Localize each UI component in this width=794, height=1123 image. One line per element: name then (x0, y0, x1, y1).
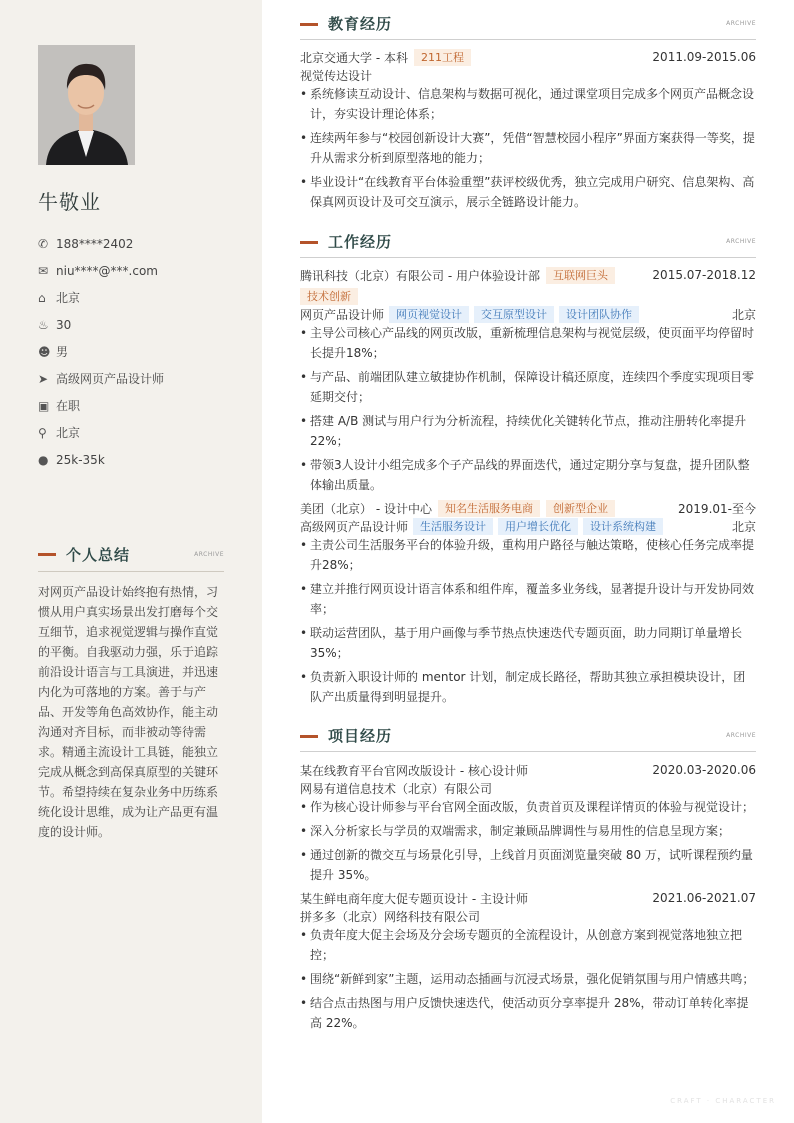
bullet-item: • 作为核心设计师参与平台官网全面改版，负责首页及课程详情页的体验与视觉设计； (300, 797, 756, 817)
job-role-row (300, 517, 756, 535)
project-bullets (300, 925, 756, 1037)
bullet-item: • 搭建 A/B 测试与用户行为分析流程，持续优化关键转化节点，推动注册转化率提升 22%； (300, 411, 756, 451)
project-entry (300, 889, 756, 907)
bullet-item: • 系统修读互动设计、信息架构与数据可视化，通过课堂项目完成多个网页产品概念设计，夯实设计理论体系； (300, 84, 756, 124)
info-job-status (38, 392, 238, 419)
bullet-item: • 负责年度大促主会场及分会场专题页的全流程设计，从创意方案到视觉落地独立把控； (300, 925, 756, 965)
profile-photo (38, 45, 135, 165)
summary-text: 对网页产品设计始终抱有热情，习惯从用户真实场景出发打磨每个交互细节，追求视觉逻辑与操作直觉的平衡。自我驱动力强，乐于追踪前沿设计语言与工具演进，并迅速内化为可落地的方案。善于与产品、开发等角色高效协作，能主动沟通对齐目标，而非被动等待需求。精通主流设计工具链，能独立完成从概念到高保真原型的关键环节。希望持续在复杂业务中历练系统化设计思维，成为让产品更有温度的设计师。 (38, 585, 219, 839)
section-accent-bar (300, 241, 318, 244)
info-target-city (38, 419, 238, 446)
footer-watermark: CRAFT · CHARACTER (670, 1097, 776, 1105)
job-entry (300, 266, 756, 284)
info-text: 在职 (56, 399, 81, 413)
bullet-item: • 建立并推行网页设计语言体系和组件库，覆盖多业务线，显著提升设计与开发协同效率； (300, 579, 756, 619)
bullet-item: • 连续两年参与“校园创新设计大赛”，凭借“智慧校园小程序”界面方案获得一等奖，提升从需求分析到原型落地的能力； (300, 128, 756, 168)
info-text: 高级网页产品设计师 (56, 372, 165, 386)
project-name: 某在线教育平台官网改版设计 - 核心设计师 (300, 763, 528, 778)
section-tag: ARCHIVE (726, 20, 756, 27)
job-bullets (300, 323, 756, 499)
project-company: 网易有道信息技术（北京）有限公司 (300, 781, 493, 796)
section-tag: ARCHIVE (194, 551, 224, 558)
project-name: 某生鲜电商年度大促专题页设计 - 主设计师 (300, 891, 528, 906)
skill-tag: 交互原型设计 (474, 306, 554, 323)
section-accent-bar (38, 553, 56, 556)
education-major: 视觉传达设计 (300, 68, 373, 83)
info-target-job (38, 365, 238, 392)
profile-name: 牛敬业 (38, 190, 101, 214)
job-city: 北京 (731, 307, 756, 322)
info-email (38, 257, 238, 284)
skill-tag: 设计系统构建 (583, 518, 663, 535)
info-gender (38, 338, 238, 365)
summary-section-header (38, 544, 224, 572)
section-accent-bar (300, 23, 318, 26)
bullet-item: • 联动运营团队，基于用户画像与季节热点快速迭代专题页面，助力同期订单量增长 35%； (300, 623, 756, 663)
info-phone (38, 230, 238, 257)
info-text: niu****@***.com (56, 263, 158, 278)
section-accent-bar (300, 735, 318, 738)
job-period: 2019.01-至今 (678, 501, 756, 516)
info-text: 北京 (56, 426, 81, 440)
cake-icon: ♨ (38, 317, 49, 332)
info-age (38, 311, 238, 338)
education-entry (300, 48, 756, 66)
job-role: 网页产品设计师 (300, 307, 385, 322)
job-period: 2015.07-2018.12 (652, 268, 756, 282)
job-city: 北京 (731, 519, 756, 534)
education-section-header (300, 12, 756, 40)
work-section-header (300, 230, 756, 258)
bullet-item: • 主责公司生活服务平台的体验升级，重构用户路径与触达策略，使核心任务完成率提升28%； (300, 535, 756, 575)
info-text: 25k-35k (56, 452, 105, 467)
section-title: 教育经历 (328, 15, 393, 33)
contact-info-list (38, 230, 238, 473)
location-icon: ⚲ (38, 425, 47, 440)
bullet-item: • 与产品、前端团队建立敏捷协作机制，保障设计稿还原度，连续四个季度实现项目零延期交付； (300, 367, 756, 407)
bullet-item: • 毕业设计“在线教育平台体验重塑”获评校级优秀，独立完成用户研究、信息架构、高保真网页设计及可交互演示，展示全链路设计能力。 (300, 172, 756, 212)
projects-section-header (300, 724, 756, 752)
info-text: 188****2402 (56, 236, 134, 251)
skill-tag: 设计团队协作 (559, 306, 639, 323)
info-salary (38, 446, 238, 473)
job-badge-row (300, 287, 756, 305)
sidebar (0, 0, 262, 1123)
info-text: 北京 (56, 291, 81, 305)
section-tag: ARCHIVE (726, 238, 756, 245)
section-title: 工作经历 (328, 233, 393, 251)
bullet-item: • 结合点击热图与用户反馈快速迭代，使活动页分享率提升 28%，带动订单转化率提高 22%。 (300, 993, 756, 1033)
company-name: 美团（北京） - 设计中心 (300, 501, 432, 516)
section-tag: ARCHIVE (726, 732, 756, 739)
project-entry (300, 761, 756, 779)
company-name: 腾讯科技（北京）有限公司 - 用户体验设计部 (300, 268, 540, 283)
project-period: 2020.03-2020.06 (652, 763, 756, 777)
bullet-item: • 围绕“新鲜到家”主题，运用动态插画与沉浸式场景，强化促销氛围与用户情感共鸣； (300, 969, 756, 989)
bullet-item: • 通过创新的微交互与场景化引导，上线首月页面浏览量突破 80 万，试听课程预约量提升 35%。 (300, 845, 756, 885)
info-residence (38, 284, 238, 311)
mail-icon: ✉ (38, 263, 49, 278)
company-badge: 互联网巨头 (546, 267, 615, 284)
skill-tag: 用户增长优化 (498, 518, 578, 535)
education-period: 2011.09-2015.06 (652, 50, 756, 64)
section-title: 项目经历 (328, 727, 393, 745)
company-badge: 技术创新 (300, 288, 358, 305)
skill-tag: 生活服务设计 (413, 518, 493, 535)
salary-icon: ● (38, 452, 49, 467)
project-bullets (300, 797, 756, 889)
job-bullets (300, 535, 756, 711)
section-title: 个人总结 (66, 546, 131, 564)
home-icon: ⌂ (38, 290, 46, 305)
school-badge: 211工程 (414, 49, 471, 66)
bullet-item: • 带领3人设计小组完成多个子产品线的界面迭代，通过定期分享与复盘，提升团队整体输出质量。 (300, 455, 756, 495)
company-badge: 创新型企业 (546, 500, 615, 517)
bullet-item: • 主导公司核心产品线的网页改版，重新梳理信息架构与视觉层级，使页面平均停留时长提升18%； (300, 323, 756, 363)
briefcase-icon: ▣ (38, 398, 50, 413)
project-company: 拼多多（北京）网络科技有限公司 (300, 909, 481, 924)
job-role-row (300, 305, 756, 323)
info-text: 男 (56, 345, 69, 359)
bullet-item: • 负责新入职设计师的 mentor 计划，制定成长路径，帮助其独立承担模块设计，团队产出质量得到明显提升。 (300, 667, 756, 707)
phone-icon: ✆ (38, 236, 49, 251)
company-badge: 知名生活服务电商 (438, 500, 540, 517)
job-role: 高级网页产品设计师 (300, 519, 409, 534)
send-icon: ➤ (38, 371, 49, 386)
face-icon: ☻ (38, 344, 51, 359)
project-period: 2021.06-2021.07 (652, 891, 756, 905)
education-bullets (300, 84, 756, 216)
info-text: 30 (56, 317, 72, 332)
school-name: 北京交通大学 - 本科 (300, 50, 408, 65)
skill-tag: 网页视觉设计 (389, 306, 469, 323)
bullet-item: • 深入分析家长与学员的双端需求，制定兼顾品牌调性与易用性的信息呈现方案； (300, 821, 756, 841)
job-entry (300, 499, 756, 517)
